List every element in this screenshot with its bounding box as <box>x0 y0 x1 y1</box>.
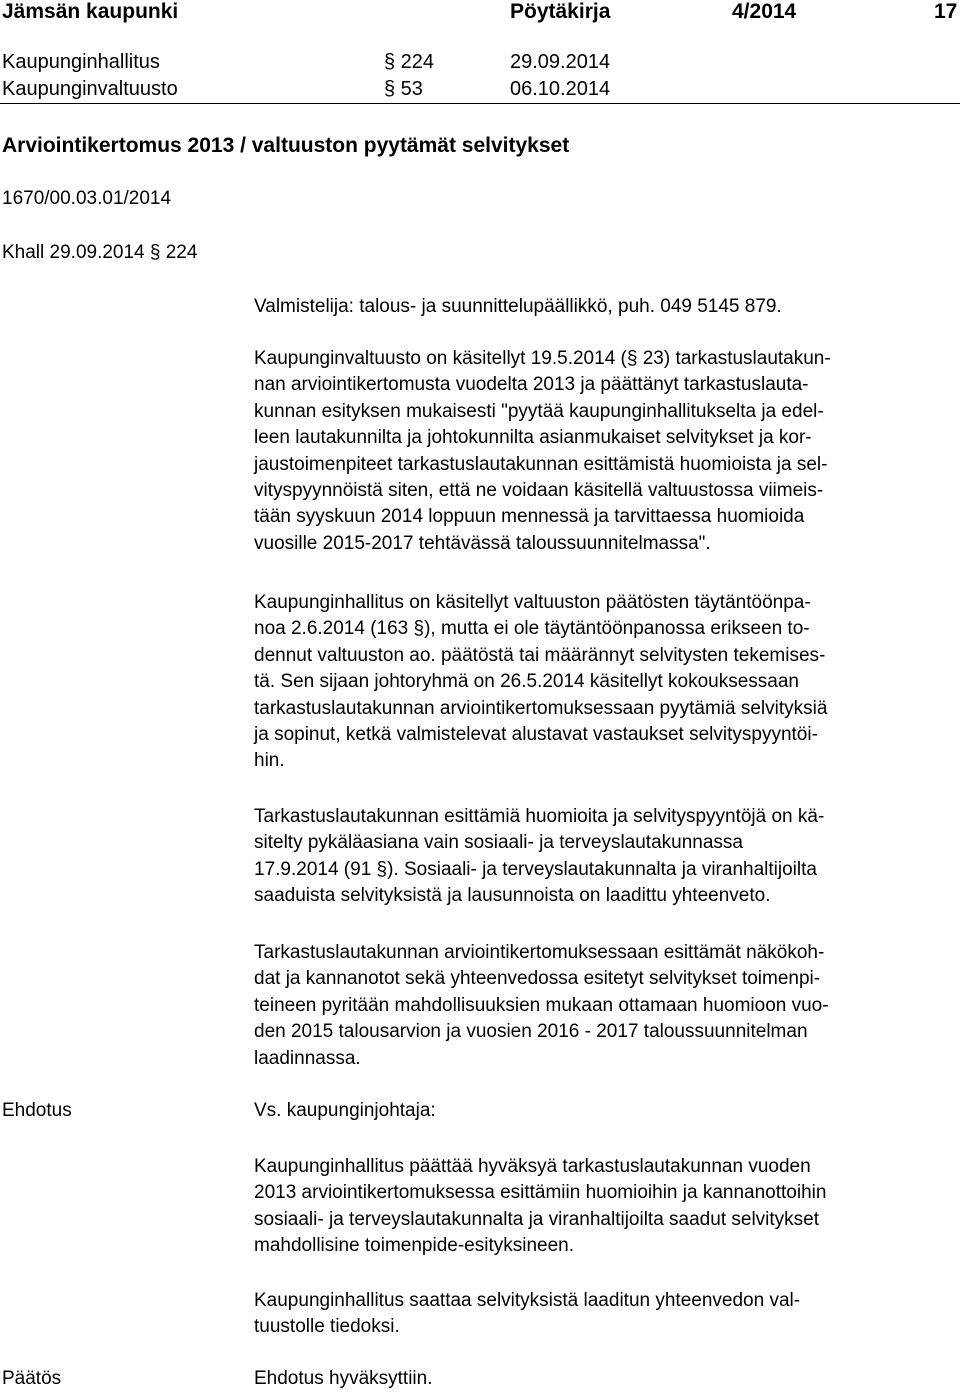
item-title: Arviointikertomus 2013 / valtuuston pyytämät selvitykset <box>2 134 570 157</box>
text-line: Tarkastuslautakunnan arviointikertomuksessaan esittämät näkökoh- <box>254 942 825 963</box>
text-line: 2013 arviointikertomuksessa esittämiin huomioihin ja kannanottoihin <box>254 1182 827 1204</box>
text-line: laadinnassa. <box>254 1047 361 1069</box>
text-line: sosiaali- ja terveyslautakunnalta ja viranhaltijoilta saadut selvitykset <box>254 1208 820 1230</box>
document-number: 4/2014 <box>732 0 797 23</box>
organization-name: Jämsän kaupunki <box>2 0 179 23</box>
text-line: Kaupunginhallitus on käsitellyt valtuuston päätösten täytäntöönpa- <box>254 592 811 613</box>
text-line: nan arviointikertomusta vuodelta 2013 ja päättänyt tarkastuslauta- <box>254 374 809 396</box>
text-line: teineen pyritään mahdollisuuksien mukaan ottamaan huomioon vuo- <box>254 994 829 1016</box>
meeting-body: Kaupunginvaltuusto <box>2 78 178 100</box>
meeting-date: 29.09.2014 <box>510 51 611 73</box>
text-line: noa 2.6.2014 (163 §), mutta ei ole täytäntöönpanossa erikseen to- <box>254 618 810 640</box>
text-line: vityspyynnöistä siten, että ne voidaan käsitellä valtuustossa viimeis- <box>254 480 824 502</box>
body-paragraph <box>254 346 960 557</box>
text-line: dat ja kannanotot sekä yhteenvedossa esitetyt selvitykset toimenpi- <box>254 968 821 990</box>
text-line: Tarkastuslautakunnan esittämiä huomioita ja selvityspyyntöjä on kä- <box>254 806 825 827</box>
document-type: Pöytäkirja <box>510 0 611 23</box>
body-paragraph <box>254 804 960 910</box>
text-line: vuosille 2015-2017 tehtävässä taloussuunnitelmassa". <box>254 532 711 554</box>
text-line: hin. <box>254 750 285 772</box>
text-line: ja sopinut, ketkä valmistelevat alustavat vastaukset selvityspyyntöi- <box>254 724 818 746</box>
text-line: Kaupunginhallitus päättää hyväksyä tarkastuslautakunnan vuoden <box>254 1156 811 1177</box>
text-line: jaustoimenpiteet tarkastuslautakunnan esittämistä huomioista ja sel- <box>254 453 828 475</box>
proposal-by: Vs. kaupunginjohtaja: <box>254 1100 436 1121</box>
body-paragraph <box>254 590 960 775</box>
body-paragraph <box>254 940 960 1072</box>
text-line: tään syyskuun 2014 loppuun mennessä ja tarvittaessa huomioida <box>254 506 805 528</box>
proposal-paragraph <box>254 1154 960 1260</box>
text-line: den 2015 talousarvion ja vuosien 2016 - 2017 taloussuunnitelman <box>254 1021 808 1043</box>
text-line: saaduista selvityksistä ja lausunnoista on laadittu yhteenveto. <box>254 885 771 907</box>
header-divider <box>0 103 960 104</box>
meeting-date: 06.10.2014 <box>510 78 611 100</box>
text-line: 17.9.2014 (91 §). Sosiaali- ja terveyslautakunnalta ja viranhaltijoilta <box>254 858 817 880</box>
record-number: 1670/00.03.01/2014 <box>2 188 172 209</box>
text-line: dennut valtuuston ao. päätöstä tai määrännyt selvitysten tekemises- <box>254 644 826 666</box>
text-line: leen lautakunnilta ja johtokunnilta asianmukaiset selvitykset ja kor- <box>254 427 812 449</box>
text-line: tuustolle tiedoksi. <box>254 1316 400 1338</box>
meeting-reference: Khall 29.09.2014 § 224 <box>2 242 198 263</box>
proposal-paragraph <box>254 1288 960 1341</box>
decision-text: Ehdotus hyväksyttiin. <box>254 1368 433 1389</box>
meeting-section: § 224 <box>384 51 435 73</box>
page-number: 17 <box>934 0 958 23</box>
proposal-label: Ehdotus <box>2 1100 72 1121</box>
text-line: sitelty pykäläasiana vain sosiaali- ja terveyslautakunnassa <box>254 832 743 854</box>
text-line: tä. Sen sijaan johtoryhmä on 26.5.2014 käsitellyt kokouksessaan <box>254 671 799 693</box>
meeting-section: § 53 <box>384 78 423 100</box>
decision-label: Päätös <box>2 1368 62 1389</box>
text-line: mahdollisine toimenpide-esityksineen. <box>254 1235 575 1257</box>
text-line: Kaupunginhallitus saattaa selvityksistä laaditun yhteenvedon val- <box>254 1290 801 1311</box>
text-line: Kaupunginvaltuusto on käsitellyt 19.5.2014 (§ 23) tarkastuslautakun- <box>254 348 831 369</box>
text-line: kunnan esityksen mukaisesti "pyytää kaupunginhallitukselta ja edel- <box>254 400 824 422</box>
text-line: tarkastuslautakunnan arviointikertomuksessaan pyytämiä selvityksiä <box>254 697 828 719</box>
meeting-body: Kaupunginhallitus <box>2 51 160 73</box>
preparer-line: Valmistelija: talous- ja suunnittelupäällikkö, puh. 049 5145 879. <box>254 296 782 317</box>
